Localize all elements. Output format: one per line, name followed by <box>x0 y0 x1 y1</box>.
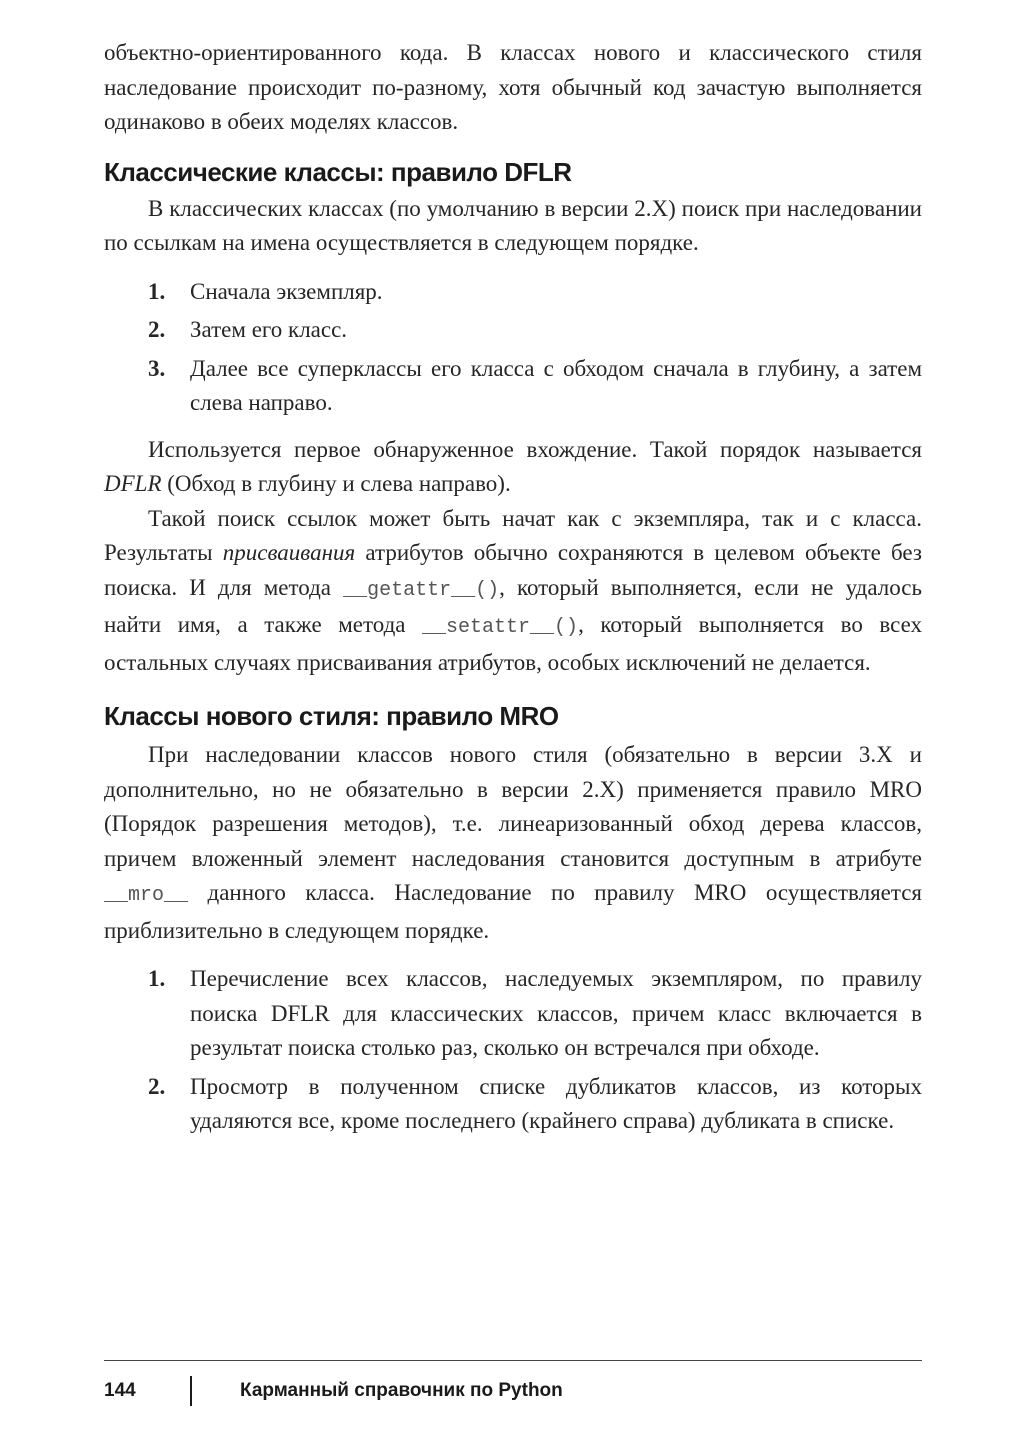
text-run: атрибутов обычно сохраняются в целевом объекте без поиска. И для метода <box>104 540 922 600</box>
list-item-text: Далее все суперклассы его класса с обходом сначала в глубину, а затем слева направо. <box>190 355 922 415</box>
list-item <box>104 275 922 310</box>
dflr-definition-paragraph <box>104 433 922 502</box>
list-item <box>104 352 922 421</box>
list-item <box>104 313 922 348</box>
code-mro: __mro__ <box>104 884 189 907</box>
dflr-order-list <box>104 275 922 421</box>
page-body <box>104 36 922 1139</box>
text-run: Используется первое обнаруженное вхождение. Такой порядок называется <box>148 436 922 462</box>
list-item-number: 1. <box>148 966 166 991</box>
list-item-number: 1. <box>148 278 166 304</box>
footer-separator <box>190 1376 192 1406</box>
list-item <box>104 1070 922 1139</box>
dflr-intro-paragraph: В классических классах (по умолчанию в версии 2.X) поиск при наследовании по ссылкам на имена осуществляется в следующем порядке. <box>104 195 922 255</box>
text-run: данного класса. Наследование по правилу MRO осуществляется приблизительно в следующем порядке. <box>104 880 922 943</box>
list-item-text: Перечисление всех классов, наследуемых экземпляром, по правилу поиска DFLR для классических классов, причем класс включается в результат поиска столько раз, сколько он встречался при обходе. <box>190 966 922 1060</box>
list-item-text: Просмотр в полученном списке дубликатов классов, из которых удаляются все, кроме последнего (крайнего справа) дубликата в списке. <box>190 1073 922 1133</box>
list-item-number: 2. <box>148 1073 166 1099</box>
italic-term: присваивания <box>222 540 356 565</box>
list-item-number: 3. <box>148 355 166 381</box>
mro-order-list <box>104 962 922 1139</box>
running-title: Карманный справочник по Python <box>240 1380 563 1401</box>
list-item-text: Затем его класс. <box>190 317 348 342</box>
mro-intro-paragraph <box>104 738 922 948</box>
italic-term: DFLR <box>104 471 162 496</box>
intro-paragraph: объектно-ориентированного кода. В классах нового и классического стиля наследование происходит по-разному, хотя обычный код зачастую выполняется одинаково в обеих моделях классов. <box>104 40 922 134</box>
dflr-details-paragraph <box>104 502 922 681</box>
list-item-number: 2. <box>148 317 166 342</box>
section-heading-dflr: Классические классы: правило DFLR <box>104 156 572 187</box>
text-run: , который выполняется, если не удалось найти имя, а также метода <box>104 574 922 637</box>
page-number: 144 <box>104 1380 136 1401</box>
footer-rule <box>104 1360 922 1361</box>
code-getattr: __getattr__() <box>343 578 500 602</box>
list-item-text: Сначала экземпляр. <box>190 278 383 304</box>
text-run: Такой поиск ссылок может быть начат как с экземпляра, так и с класса. Результаты <box>104 505 922 565</box>
section-heading-mro: Классы нового стиля: правило MRO <box>104 701 559 731</box>
text-run: , который выполняется во всех остальных случаях присваивания атрибутов, особых исключений не делается. <box>104 612 922 675</box>
list-item <box>104 962 922 1066</box>
code-setattr: __setattr__() <box>422 616 579 639</box>
text-run: При наследовании классов нового стиля (обязательно в версии 3.X и дополнительно, но не обязательно в версии 2.X) применяется правило MRO (Порядок разрешения методов), т.е. линеаризованный обход дерева классов, причем вложенный элемент наследования становится доступным в атрибуте <box>104 742 922 871</box>
text-run: (Обход в глубину и слева направо). <box>161 471 511 496</box>
